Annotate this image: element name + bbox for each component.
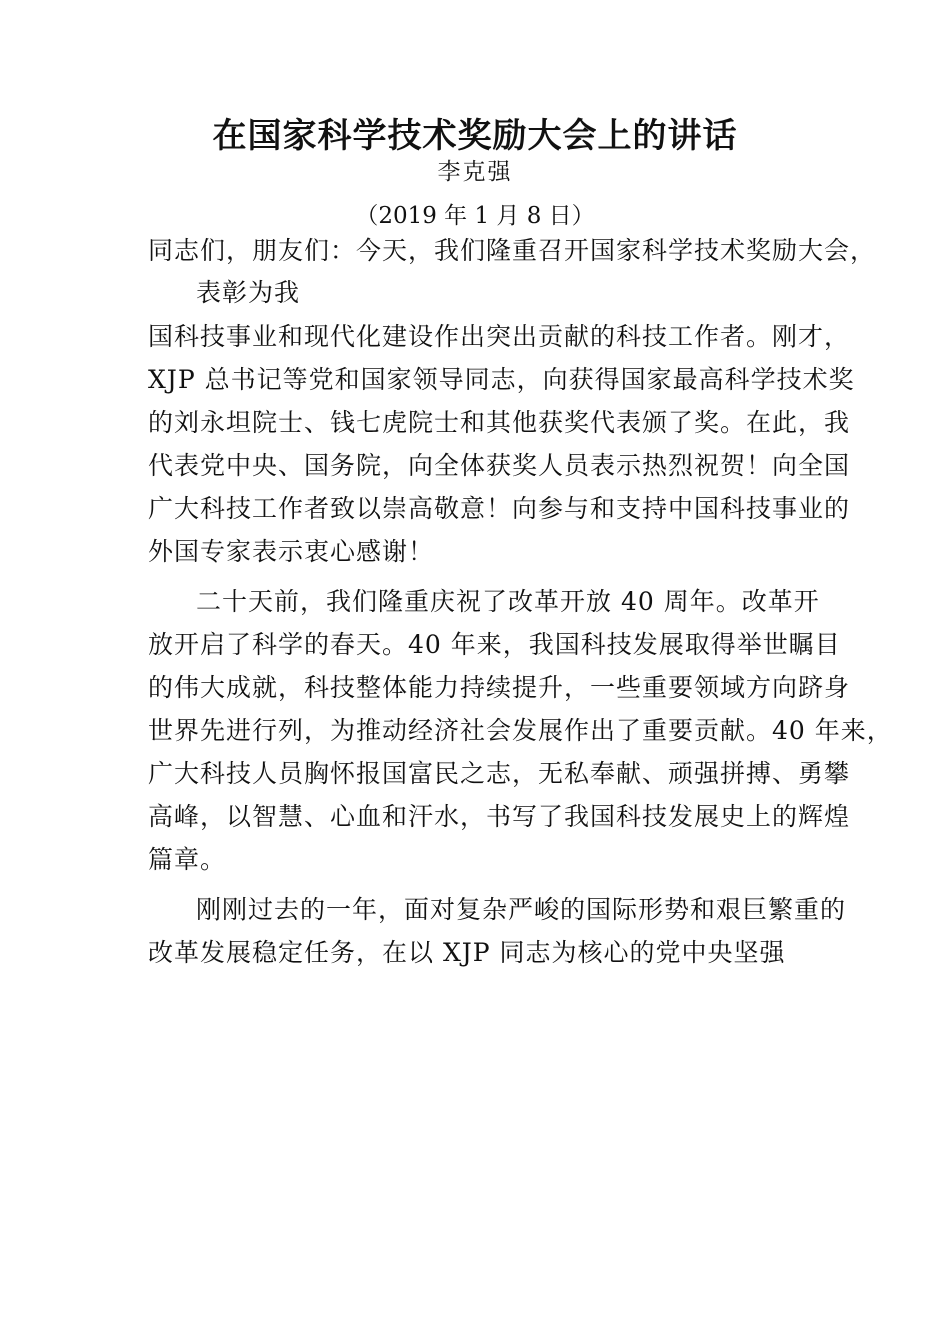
body-line: 高峰，以智慧、心血和汗水，书写了我国科技发展史上的辉煌 <box>148 802 851 831</box>
body-line: 篇章。 <box>148 845 227 874</box>
body-line: 代表党中央、国务院，向全体获奖人员表示热烈祝贺！向全国 <box>148 451 851 480</box>
author-name: 李克强 <box>437 159 513 185</box>
body-line: 外国专家表示衷心感谢！ <box>148 537 435 566</box>
body-line: 刚刚过去的一年，面对复杂严峻的国际形势和艰巨繁重的 <box>196 895 847 924</box>
body-line: 世界先进行列，为推动经济社会发展作出了重要贡献。40 年来， <box>148 716 893 745</box>
body-line: XJP 总书记等党和国家领导同志，向获得国家最高科学技术奖 <box>148 365 855 394</box>
body-line: 二十天前，我们隆重庆祝了改革开放 40 周年。改革开 <box>196 587 820 616</box>
body-line: 国科技事业和现代化建设作出突出贡献的科技工作者。刚才， <box>148 322 851 351</box>
body-line: 同志们，朋友们：今天，我们隆重召开国家科学技术奖励大会， <box>148 236 877 265</box>
speech-date: （2019 年 1 月 8 日） <box>355 203 595 229</box>
body-line: 表彰为我 <box>196 278 301 307</box>
body-line: 广大科技工作者致以崇高敬意！向参与和支持中国科技事业的 <box>148 494 851 523</box>
document-title: 在国家科学技术奖励大会上的讲话 <box>212 116 738 156</box>
body-line: 广大科技人员胸怀报国富民之志，无私奉献、顽强拼搏、勇攀 <box>148 759 851 788</box>
body-line: 改革发展稳定任务，在以 XJP 同志为核心的党中央坚强 <box>148 938 786 967</box>
body-line: 的刘永坦院士、钱七虎院士和其他获奖代表颁了奖。在此，我 <box>148 408 851 437</box>
body-line: 的伟大成就，科技整体能力持续提升，一些重要领域方向跻身 <box>148 673 851 702</box>
body-line: 放开启了科学的春天。40 年来，我国科技发展取得举世瞩目 <box>148 630 841 659</box>
